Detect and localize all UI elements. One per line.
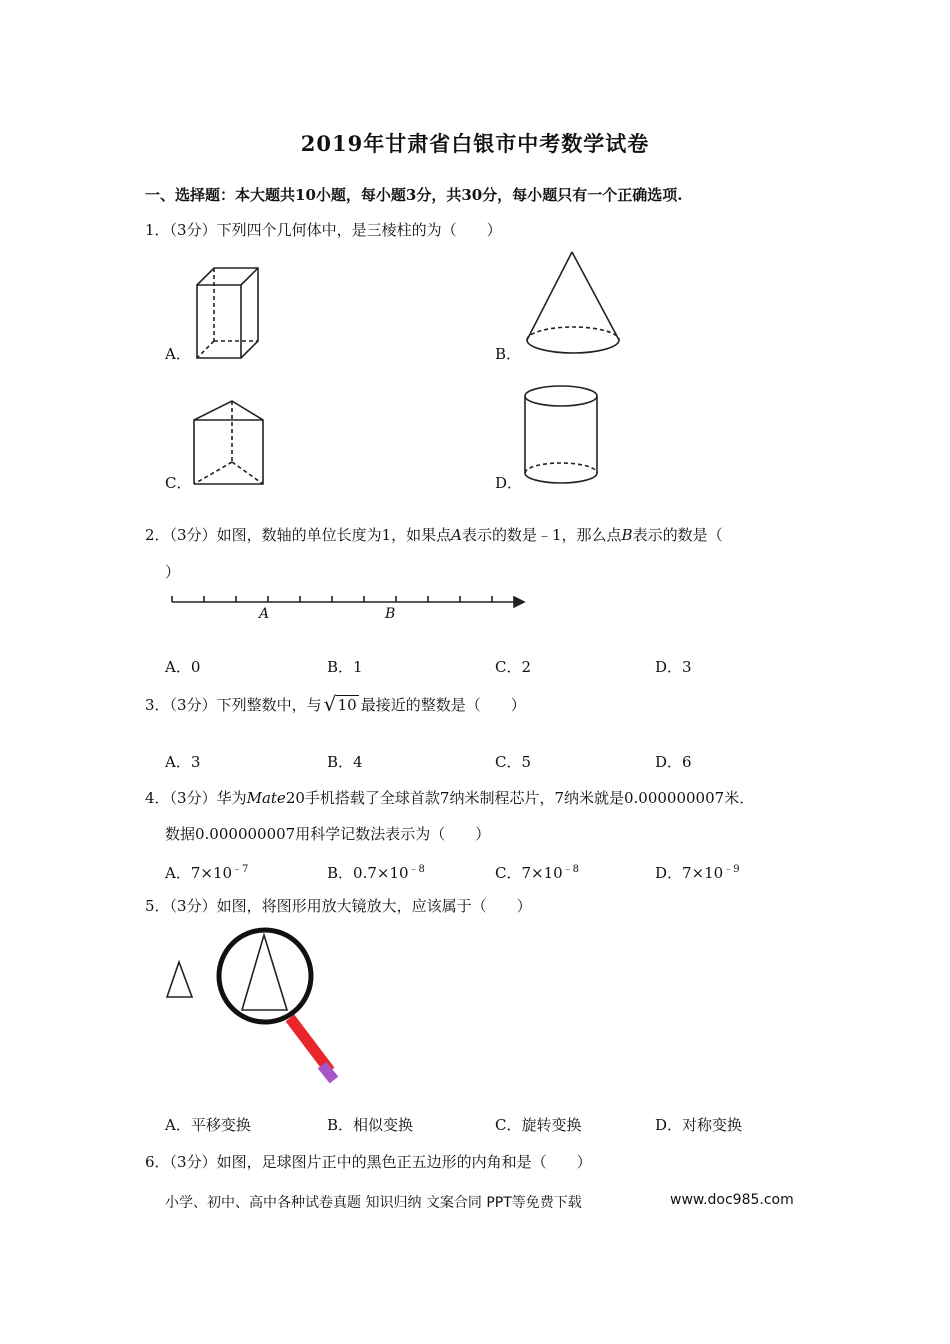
question-4-line2: 数据0.000000007用科学记数法表示为（ ） (165, 825, 491, 843)
question-6-text: （3分）如图，足球图片正中的黑色正五边形的内角和是（ ） (169, 1153, 592, 1171)
question-3-number: 3． (145, 696, 170, 714)
question-5-text: （3分）如图，将图形用放大镜放大，应该属于（ ） (169, 897, 532, 915)
q2-option-b: B．1 (327, 658, 363, 676)
q4-option-a-exp: ﹣7 (232, 864, 249, 875)
point-b-var: B (621, 526, 633, 544)
section-heading: 一、选择题：本大题共10小题，每小题3分，共30分，每小题只有一个正确选项. (145, 186, 683, 204)
q1-option-b: B． (495, 345, 522, 363)
page-title: 2019年甘肃省白银市中考数学试卷 (300, 131, 650, 156)
q2-option-a: A．0 (165, 658, 201, 676)
small-triangle (167, 962, 192, 997)
question-2-number: 2． (145, 526, 170, 544)
question-3-text-pre: （3分）下列整数中，与 (169, 696, 322, 714)
q4-option-d-base: D．7×10 (655, 864, 724, 882)
question-1-text: （3分）下列四个几何体中，是三棱柱的为（ ） (169, 221, 502, 239)
q4-option-c-exp: ﹣8 (562, 864, 580, 875)
q5-option-c: C．旋转变换 (495, 1116, 582, 1134)
q3-option-b: B．4 (327, 753, 363, 771)
footer-text: 小学、初中、高中各种试卷真题 知识归纳 文案合同 PPT等免费下载 (165, 1195, 582, 1211)
q4-option-b-exp: ﹣8 (408, 864, 425, 875)
question-6 (145, 1151, 592, 1172)
question-4-text-post: 20手机搭载了全球首款7纳米制程芯片，7纳米就是0.000000007米． (285, 789, 755, 807)
footer-url[interactable]: www.doc985.com (670, 1192, 794, 1208)
question-4-number: 4． (145, 789, 170, 807)
q2-option-c: C．2 (495, 658, 532, 676)
brand-name: Mate (246, 789, 286, 807)
question-1-number: 1． (145, 221, 170, 239)
q1-option-d: D． (495, 474, 523, 492)
question-6-number: 6． (145, 1153, 170, 1171)
magnifier-lens (219, 930, 311, 1022)
magnifier-handle (290, 1018, 330, 1071)
question-5-number: 5． (145, 897, 170, 915)
q5-option-d: D．对称变换 (655, 1116, 743, 1134)
radicand: 10 (337, 696, 357, 714)
q1-option-c: C． (165, 474, 192, 492)
axis-label-a: A (259, 606, 270, 622)
question-2-close: ） (165, 563, 181, 581)
q4-option-b-base: B．0.7×10 (327, 864, 409, 882)
question-2-text-mid: 表示的数是﹣1，那么点 (461, 526, 622, 544)
q1-option-a: A． (165, 345, 191, 363)
question-3-text-post: 最接近的整数是（ ） (360, 696, 526, 714)
q2-option-d: D．3 (655, 658, 692, 676)
question-2-text-pre: （3分）如图，数轴的单位长度为1，如果点 (169, 526, 452, 544)
q5-option-a: A．平移变换 (165, 1116, 251, 1134)
question-2-text-post: 表示的数是（ (632, 526, 723, 544)
point-a-var: A (451, 526, 462, 544)
q5-option-b: B．相似变换 (327, 1116, 414, 1134)
q4-option-c-base: C．7×10 (495, 864, 563, 882)
q3-option-c: C．5 (495, 753, 532, 771)
sqrt-icon: √ (323, 692, 337, 716)
axis-label-b: B (385, 606, 396, 622)
q3-option-d: D．6 (655, 753, 692, 771)
question-4-text-pre: （3分）华为 (169, 789, 247, 807)
q4-option-a-base: A．7×10 (165, 864, 233, 882)
q3-option-a: A．3 (165, 753, 201, 771)
q4-option-d-exp: ﹣9 (723, 864, 740, 875)
